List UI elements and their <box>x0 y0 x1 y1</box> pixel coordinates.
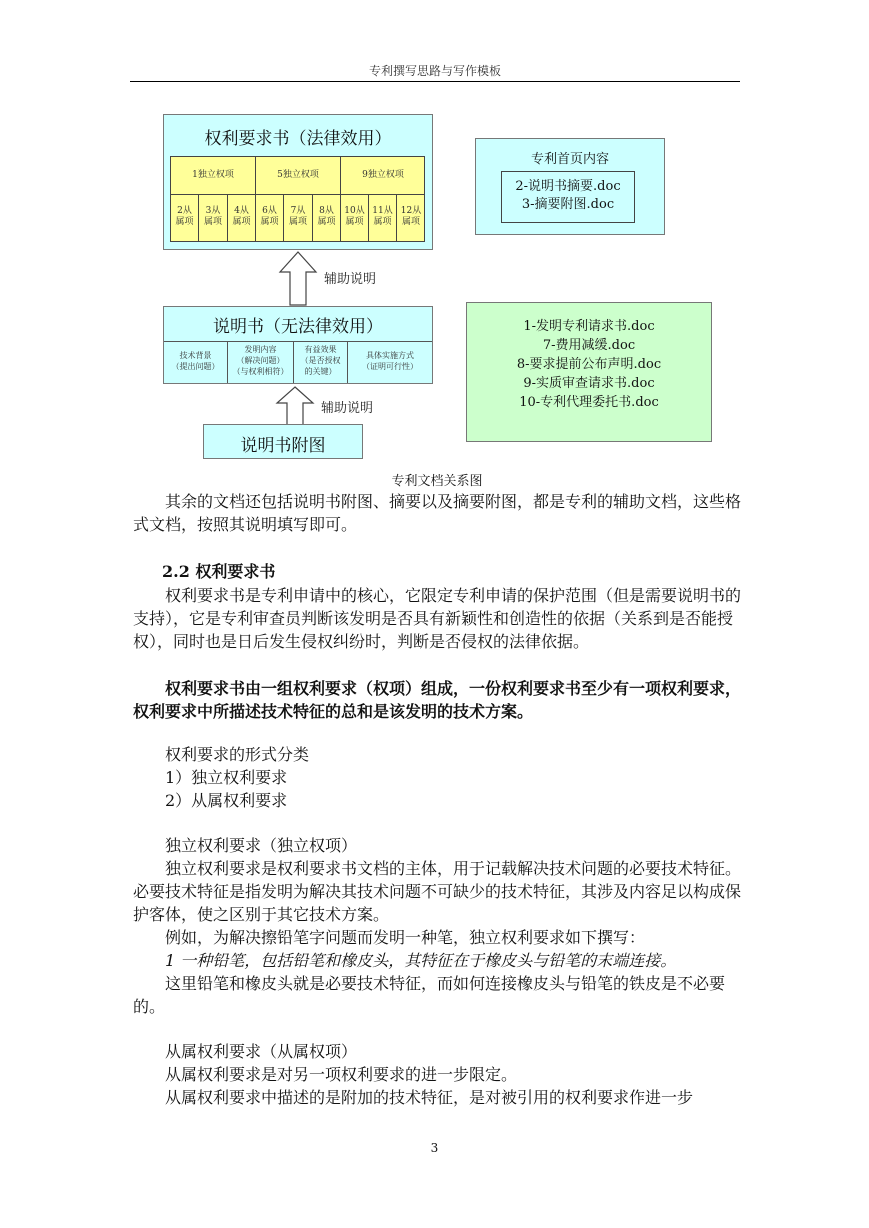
front-page-items <box>501 171 635 223</box>
dependent-claim-cell: 12从 属项 <box>400 206 422 227</box>
dependent-claim-cell: 7从 属项 <box>284 195 313 241</box>
header-rule <box>130 81 740 82</box>
paragraph: 2）从属权利要求 <box>133 791 288 810</box>
dependent-claim-cell: 6从 属项 <box>256 195 284 241</box>
spec-cell: 发明内容 （解决问题） （与权利相符） <box>228 341 294 383</box>
paragraph: 从属权利要求中描述的是附加的技术特征，是对被引用的权利要求作进一步 <box>133 1088 694 1107</box>
paragraph: 权利要求的形式分类 <box>133 745 310 764</box>
drawings-box <box>203 424 363 459</box>
front-page-title: 专利首页内容 <box>530 152 609 167</box>
spec-cell: 技术背景 （提出问题） <box>164 341 228 383</box>
other-doc-item: 1-发明专利请求书.doc <box>523 319 655 334</box>
other-doc-item: 8-要求提前公布声明.doc <box>516 357 662 372</box>
paragraph: 独立权利要求（独立权项） <box>133 836 358 855</box>
independent-claim-5: 5独立权项 <box>256 157 341 195</box>
dependent-claim-cell: 10从 属项 <box>341 195 369 241</box>
dependent-claim-cell: 4从 属项 <box>228 195 256 241</box>
paragraph: 从属权利要求是对另一项权利要求的进一步限定。 <box>133 1065 518 1084</box>
other-doc-item: 7-费用减缓.doc <box>542 338 636 353</box>
up-arrow-icon <box>278 250 318 307</box>
paragraph: 1）独立权利要求 <box>133 768 288 787</box>
page-header: 专利撰写思路与写作模板 <box>368 64 501 78</box>
front-page-item: 3-摘要附图.doc <box>521 197 615 212</box>
paragraph: 权利要求书是专利申请中的核心，它限定专利申请的保护范围（但是需要说明书的支持），它是专利审查员判断该发明是否具有新颖性和创造性的依据（关系到是否能授权），同时也是日后发生侵权纠纷时，判断是否侵权的法律依据。 <box>133 586 742 651</box>
dependent-claim-cell: 8从 属项 <box>313 195 341 241</box>
other-docs-box <box>466 302 712 442</box>
page-number: 3 <box>430 1141 439 1155</box>
paragraph: 独立权利要求是权利要求书文档的主体，用于记载解决技术问题的必要技术特征。必要技术特征是指发明为解决其技术问题不可缺少的技术特征，其涉及内容足以构成保护客体，使之区别于其它技术方案。 <box>133 859 742 924</box>
dependent-claim-cell: 2从 属项 <box>171 195 199 241</box>
drawings-title: 说明书附图 <box>240 436 326 456</box>
spec-cell: 有益效果 （是否授权 的关键） <box>294 341 348 383</box>
front-page-box <box>475 138 665 235</box>
independent-claim-1: 1独立权项 <box>171 157 256 195</box>
paragraph: 从属权利要求（从属权项） <box>133 1042 358 1061</box>
paragraph: 其余的文档还包括说明书附图、摘要以及摘要附图，都是专利的辅助文档，这些格式文档，按照其说明填写即可。 <box>133 492 742 534</box>
spec-box <box>163 306 433 384</box>
paragraph-bold: 权利要求书由一组权利要求（权项）组成，一份权利要求书至少有一项权利要求，权利要求中所描述技术特征的总和是该发明的技术方案。 <box>133 679 742 721</box>
spec-title: 说明书（无法律效用） <box>213 317 383 337</box>
front-page-item: 2-说明书摘要.doc <box>515 179 621 194</box>
figure-caption: 专利文档关系图 <box>391 474 483 489</box>
claims-title: 权利要求书（法律效用） <box>204 129 392 149</box>
independent-claim-9: 9独立权项 <box>341 157 425 195</box>
claims-table <box>170 156 425 242</box>
paragraph-italic: 1 一种铅笔，包括铅笔和橡皮头，其特征在于橡皮头与铅笔的末端连接。 <box>133 951 677 970</box>
up-arrow-icon <box>275 385 315 427</box>
arrow-label: 辅助说明 <box>324 272 377 287</box>
spec-cell: 具体实施方式 （证明可行性） <box>348 341 432 383</box>
arrow-label: 辅助说明 <box>321 401 374 416</box>
dependent-claim-cell: 11从 属项 <box>369 195 397 241</box>
other-doc-item: 10-专利代理委托书.doc <box>519 395 659 410</box>
other-doc-item: 9-实质审查请求书.doc <box>523 376 655 391</box>
section-heading: 2.2 权利要求书 <box>162 562 276 581</box>
paragraph: 例如，为解决擦铅笔字问题而发明一种笔，独立权利要求如下撰写： <box>133 928 646 947</box>
dependent-claim-cell: 3从 属项 <box>199 195 228 241</box>
paragraph: 这里铅笔和橡皮头就是必要技术特征，而如何连接橡皮头与铅笔的铁皮是不必要的。 <box>133 974 726 1016</box>
claims-box <box>163 114 433 250</box>
